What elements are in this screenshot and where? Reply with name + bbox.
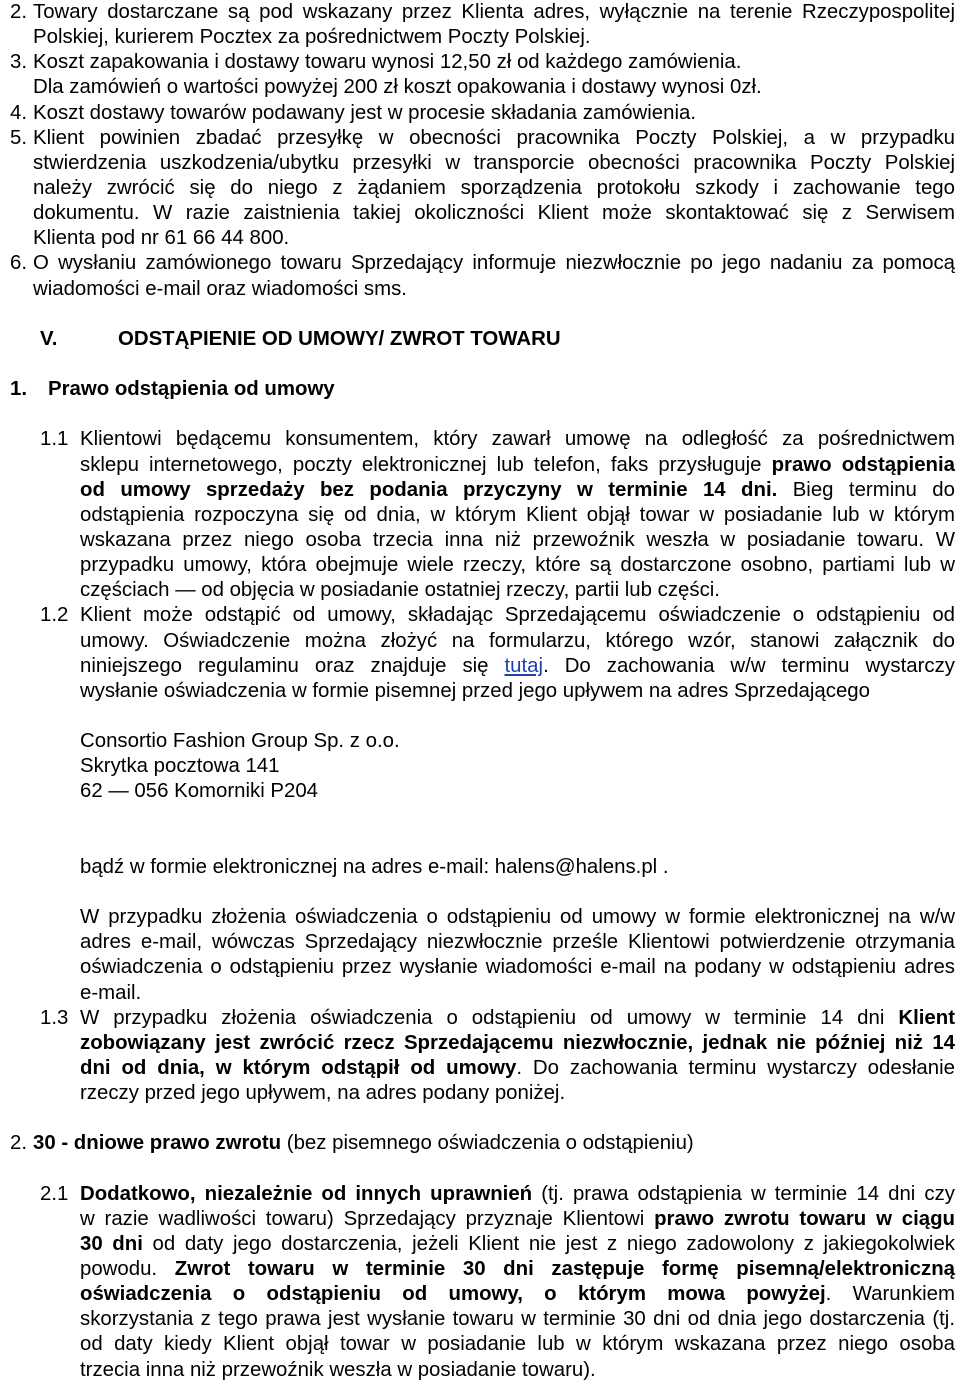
text-line — [80, 1006, 955, 1031]
text-run: rzeczy przed jego upływem, na adres podany poniżej. — [80, 1082, 566, 1105]
bold-text: zobowiązany jest zwrócić rzecz Sprzedającemu niezwłocznie, jednak nie później niż 14 — [80, 1031, 955, 1054]
text-run: wysłanie oświadczenia w formie pisemnej przed jego upływem na adres Sprzedającego — [80, 679, 870, 702]
item-text — [33, 75, 955, 100]
text-line — [33, 0, 955, 25]
email-confirmation-paragraph — [80, 905, 955, 1006]
text-line — [33, 25, 955, 50]
text-line — [80, 679, 955, 704]
text-run: częściach — od objęcia w posiadanie ostatniej rzeczy, partii lub części. — [80, 579, 720, 602]
text-line — [80, 855, 955, 880]
bold-text: 30 dni — [80, 1232, 143, 1255]
item-number: 5. — [10, 126, 28, 149]
text-run: Bieg terminu do — [777, 478, 955, 501]
paragraph-text — [80, 905, 955, 1006]
bold-text: oświadczenia o odstąpieniu od umowy, o którym mowa powyżej — [80, 1283, 826, 1306]
text-line — [80, 1207, 955, 1232]
text-line — [33, 176, 955, 201]
item-number: 3. — [10, 51, 28, 74]
text-run: O wysłaniu zamówionego towaru Sprzedający informuje niezwłocznie po jego nadaniu za pomocą — [33, 252, 955, 275]
item-text — [33, 0, 955, 50]
text-run: Koszt dostawy towarów podawany jest w procesie składania zamówienia. — [33, 101, 697, 124]
clause-text — [80, 603, 955, 704]
text-line — [33, 277, 955, 302]
text-run: Klientowi będącemu konsumentem, który zawarł umowę na odległość za pośrednictwem — [80, 428, 955, 451]
item-number: 2. — [10, 1, 28, 23]
section-title — [118, 327, 955, 352]
text-line — [80, 1182, 955, 1207]
text-line — [118, 327, 955, 352]
text-run: adres e-mail, wówczas Sprzedający niezwłocznie prześle Klientowi potwierdzenie otrzymania — [80, 931, 955, 954]
text-run: (tj. prawa odstąpienia w terminie 14 dni czy — [532, 1182, 955, 1205]
text-run: wskazana przez niego osoba trzecia inna niż przewoźnik weszła w posiadanie towaru. W — [80, 528, 955, 551]
form-link[interactable]: tutaj — [504, 654, 544, 677]
text-line — [80, 528, 955, 553]
clause-2-1 — [40, 1182, 955, 1383]
text-line — [80, 578, 955, 603]
text-line — [80, 1332, 955, 1357]
text-line — [80, 1307, 955, 1332]
text-run: Polskiej, kurierem Pocztex za pośrednictwem Poczty Polskiej. — [33, 26, 591, 49]
section-number: V. — [40, 327, 58, 350]
item-number: 4. — [10, 101, 28, 124]
text-run: Koszt zapakowania i dostawy towaru wynosi 12,50 zł od każdego zamówienia. — [33, 51, 742, 74]
text-line — [80, 453, 955, 478]
text-line — [33, 201, 955, 226]
text-line — [80, 1282, 955, 1307]
clause-1-3 — [40, 1006, 955, 1107]
text-line — [33, 1131, 955, 1156]
text-line — [80, 1232, 955, 1257]
text-run: od daty jego dostarczenia, jeżeli Klient nie jest z niego zadowolony z jakiegokolwiek — [142, 1232, 955, 1255]
clause-number: 1.1 — [40, 428, 69, 451]
text-run: . Do zachowania terminu wystarczy odesłanie — [516, 1056, 955, 1079]
text-run: trzecia inna niż przewoźnik weszła w posiadanie towaru). — [80, 1358, 596, 1381]
text-line — [80, 478, 955, 503]
text-line — [80, 930, 955, 955]
text-run: e-mail. — [80, 981, 142, 1004]
text-run: od daty kiedy Klient objął towar w posiadanie lub w którym wskazana przez niego osoba — [80, 1333, 955, 1356]
text-line — [80, 905, 955, 930]
text-run: odstąpienia rozpoczyna się od dnia, w którym Klient objął towar w posiadanie lub w którym — [80, 503, 955, 526]
text-run: umowy. Oświadczenie można złożyć na formularzu, którego wzór, stanowi załącznik do — [80, 629, 955, 652]
bold-text: prawo zwrotu towaru w ciągu — [654, 1207, 955, 1230]
clause-number: 2.1 — [40, 1182, 69, 1205]
text-line — [80, 729, 955, 754]
text-line — [33, 75, 955, 100]
text-run: 62 — 056 Komorniki P204 — [80, 780, 319, 803]
email-address-line — [80, 855, 955, 880]
section-heading-v — [40, 327, 955, 352]
bold-text: Dodatkowo, niezależnie od innych uprawnień — [80, 1182, 533, 1205]
bold-text: Zwrot towaru w terminie 30 dni zastępuje formę pisemną/elektroniczną — [174, 1258, 955, 1281]
text-line — [33, 226, 955, 251]
text-run: Klient może odstąpić od umowy, składając Sprzedającemu oświadczenie o odstąpieniu od — [80, 604, 955, 627]
text-run: bądź w formie elektronicznej na adres e-mail: halens@halens.pl . — [80, 855, 669, 878]
text-run: dokumentu. W razie zaistnienia takiej okoliczności Klient może skontaktować się z Serwisem — [33, 202, 955, 225]
text-run: stwierdzenia uszkodzenia/ubytku przesyłki w transporcie obecności pracownika Poczty Polskiej — [33, 151, 955, 174]
bold-text: Prawo odstąpienia od umowy — [48, 378, 335, 401]
text-line — [80, 955, 955, 980]
text-run: W przypadku złożenia oświadczenia o odstąpieniu od umowy w terminie 14 dni — [80, 1006, 899, 1029]
text-run: Skrytka pocztowa 141 — [80, 755, 280, 778]
text-run: powodu. — [80, 1258, 175, 1281]
text-line — [33, 101, 955, 126]
subsection-heading-withdrawal — [10, 377, 955, 402]
item-text — [33, 251, 955, 301]
item-text — [33, 50, 955, 75]
text-line — [33, 151, 955, 176]
bold-text: ODSTĄPIENIE OD UMOWY/ ZWROT TOWARU — [118, 327, 561, 350]
clause-text — [80, 427, 955, 603]
delivery-item-4 — [10, 101, 955, 126]
text-run: oświadczenia o odstąpieniu przez wysłanie wiadomości e-mail na podany w odstąpieniu adres — [80, 956, 955, 979]
text-line — [80, 1056, 955, 1081]
text-run: Dla zamówień o wartości powyżej 200 zł koszt opakowania i dostawy wynosi 0zł. — [33, 76, 762, 99]
free-delivery-note — [33, 75, 955, 100]
subsection-number: 2. — [10, 1132, 28, 1155]
subsection-title — [33, 1131, 955, 1156]
text-run: W przypadku złożenia oświadczenia o odstąpieniu od umowy w formie elektronicznej na w/w — [80, 906, 955, 929]
text-line — [80, 1081, 955, 1106]
bold-text: 30 - dniowe prawo zwrotu — [33, 1132, 282, 1155]
delivery-item-6 — [10, 251, 955, 301]
text-run: należy zwrócić się do niego z żądaniem sporządzenia protokołu szkody i zachowanie tego — [33, 176, 955, 199]
text-run: Klient powinien zbadać przesyłkę w obecności pracownika Poczty Polskiej, a w przypadku — [33, 126, 955, 149]
item-text — [33, 126, 955, 252]
text-run: (bez pisemnego oświadczenia o odstąpieniu) — [281, 1132, 694, 1155]
clause-1-1 — [40, 427, 956, 603]
delivery-item-3 — [10, 50, 955, 75]
bold-text: prawo odstąpienia — [771, 453, 956, 476]
text-run: przypadku umowy, która obejmuje wiele rzeczy, które są dostarczone osobno, partiami lub w — [80, 554, 955, 577]
clause-1-2 — [40, 603, 955, 704]
text-line — [33, 50, 955, 75]
clause-number: 1.2 — [40, 604, 69, 627]
text-line — [80, 427, 955, 452]
text-line — [80, 1257, 955, 1282]
text-line — [80, 1031, 955, 1056]
clause-text — [80, 1182, 955, 1383]
text-line — [33, 251, 955, 276]
delivery-item-2 — [10, 0, 955, 50]
text-run: Consortio Fashion Group Sp. z o.o. — [80, 730, 400, 753]
subsection-number: 1. — [10, 378, 28, 401]
text-line — [80, 1358, 955, 1383]
text-run: skorzystania z tego prawa jest wysłanie towaru w terminie 30 dni od dnia jego dostarczenia (tj. — [80, 1308, 955, 1331]
delivery-item-5 — [10, 126, 955, 252]
subsection-title — [48, 377, 955, 402]
text-run: niniejszego regulaminu oraz znajduje się — [80, 654, 505, 677]
seller-address — [80, 729, 955, 804]
item-number: 6. — [10, 252, 28, 275]
bold-text: od umowy sprzedaży bez podania przyczyny w terminie 14 dni. — [80, 478, 778, 501]
text-line — [80, 603, 955, 628]
text-run: w razie wadliwości towaru) Sprzedający przyznaje Klientowi — [80, 1207, 655, 1230]
text-line — [80, 503, 955, 528]
text-line — [80, 629, 955, 654]
text-run: sklepu internetowego, poczty elektronicznej lub telefon, faks przysługuje — [80, 453, 772, 476]
item-text — [33, 101, 955, 126]
text-line — [80, 754, 955, 779]
address-lines — [80, 729, 955, 804]
text-run: . Warunkiem — [825, 1283, 955, 1306]
clause-text — [80, 1006, 955, 1107]
subsection-heading-30-day-return — [10, 1131, 955, 1156]
text-line — [33, 126, 955, 151]
text-line — [80, 553, 955, 578]
text-line — [48, 377, 955, 402]
text-run: wiadomości e-mail oraz wiadomości sms. — [33, 277, 407, 300]
bold-text: dni od dnia, w którym odstąpił od umowy — [80, 1056, 517, 1079]
clause-number: 1.3 — [40, 1006, 69, 1029]
text-line — [80, 779, 955, 804]
bold-text: Klient — [898, 1006, 955, 1029]
text-run: Towary dostarczane są pod wskazany przez Klienta adres, wyłącznie na terenie Rzeczypospolitej — [33, 1, 955, 23]
email-text — [80, 855, 955, 880]
text-run: . Do zachowania w/w terminu wystarczy — [543, 654, 955, 677]
text-run: Klienta pod nr 61 66 44 800. — [33, 227, 290, 250]
text-line — [80, 981, 955, 1006]
text-line — [80, 654, 955, 679]
